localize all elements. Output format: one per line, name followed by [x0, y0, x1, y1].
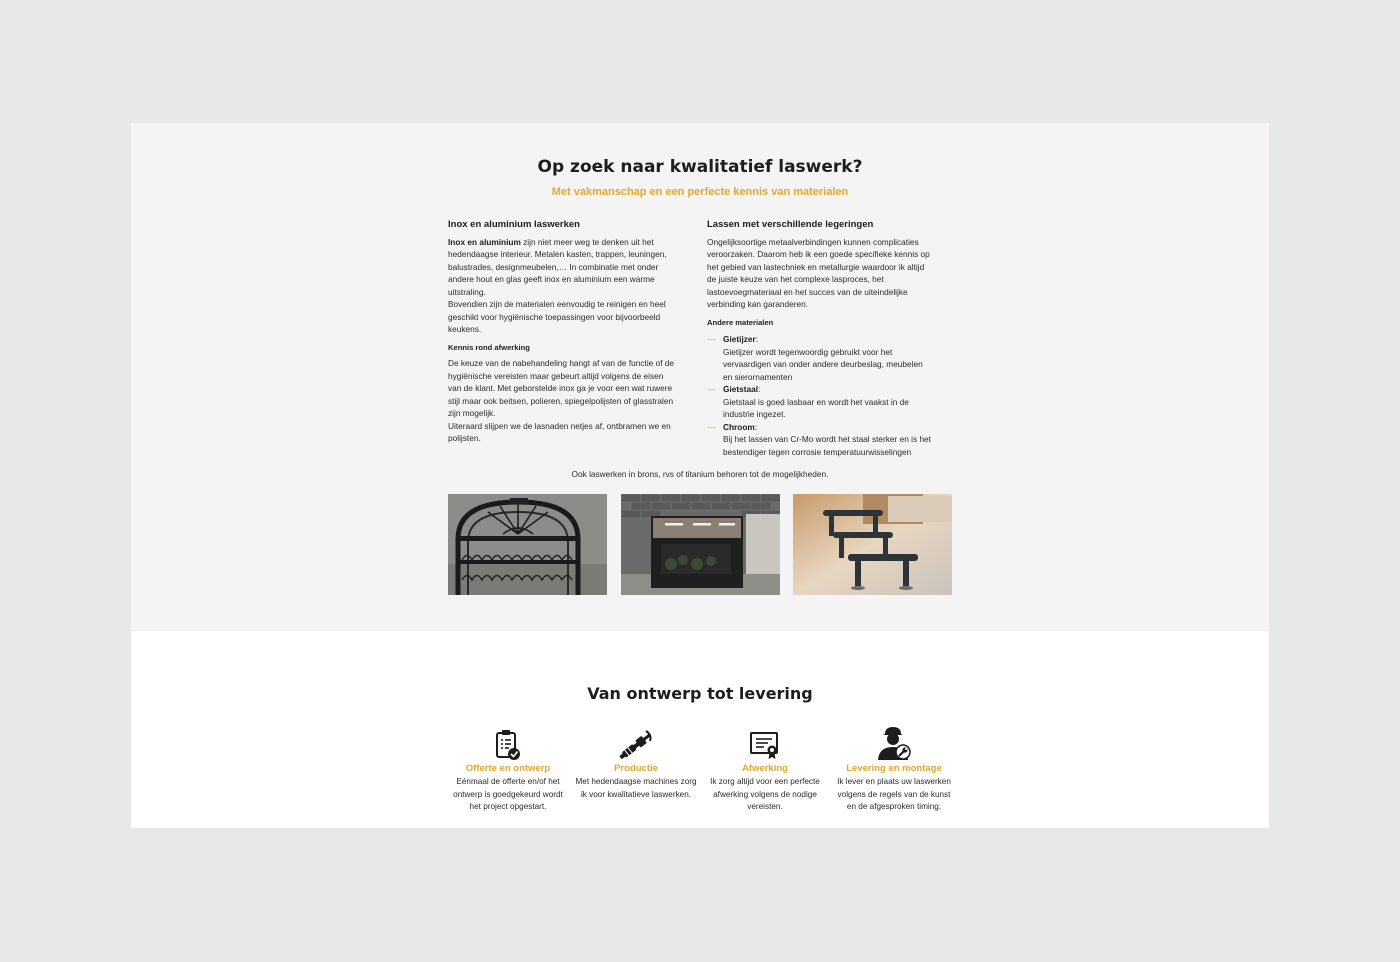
- list-item: — Gietstaal: Gietstaal is goed lasbaar en wordt het vaakst in de industrie ingezet.: [707, 384, 909, 419]
- material-text: Gietijzer wordt tegenwoordig gebruikt voor het vervaardigen van onder andere deurbeslag, meubelen en sierornamenten: [723, 346, 923, 382]
- list-item: — Chroom: Bij het lassen van Cr-Mo wordt het staal sterker en is het bestendiger tegen corrosie temperatuurwisselingen: [707, 421, 931, 457]
- page-card: [131, 123, 1269, 828]
- materials-list: [707, 333, 932, 458]
- dash-bullet: —: [707, 384, 716, 394]
- photo-handles: [793, 494, 952, 595]
- materials-note: Ook laswerken in brons, rvs of titanium behoren tot de mogelijkheden.: [571, 469, 829, 479]
- process-title: Van ontwerp tot levering: [587, 684, 813, 703]
- dash-bullet: —: [707, 334, 716, 344]
- step-title: Offerte en ontwerp: [465, 763, 551, 774]
- left-subheading: Kennis rond afwerking: [448, 342, 530, 352]
- material-text: Gietstaal is goed lasbaar en wordt het vaakst in de industrie ingezet.: [723, 396, 909, 419]
- step-text: Met hedendaagse machines zorg ik voor kwalitatieve laswerken.: [575, 777, 697, 799]
- right-column: [707, 219, 932, 458]
- material-name: Chroom: [723, 421, 755, 432]
- process-steps: [447, 723, 967, 823]
- left-intro-text: zijn niet meer weg te denken uit het hedendaagse interieur. Metalen kasten, trappen, leuningen, balustrades, designmeubelen,… In combinatie met onder andere hout en glas geeft inox en aluminium een warme uitstraling.: [448, 236, 667, 297]
- step-text: Ik zorg altijd voor een perfecte afwerking volgens de nodige vereisten.: [710, 777, 820, 811]
- left-paragraph-3: De keuze van de nabehandeling hangt af van de functie of de hygiënische vereisten maar gebeurt altijd volgens de eisen van de klant. Met geborstelde inox ga je voor een wat ruwere stijl maar ook beitsen, polieren, spiegelpolijsten of glasstralen zijn mogelijk.: [448, 358, 675, 418]
- left-paragraph-4: Uiteraard slijpen we de lasnaden netjes af, ontbramen we en polijsten.: [448, 420, 671, 443]
- step-offerte: [447, 723, 569, 814]
- right-paragraph-1: Ongelijksoortige metaalverbindingen kunnen complicaties veroorzaken. Daarom heb ik een goede specifieke kennis op het gebied van lastechniek en metallurgie waardoor ik altijd de juiste keuze van het complexe lasproces, het lastoevoegmateriaal en het succes van de uiteindelijke verbinding kan garanderen.: [707, 236, 930, 309]
- step-text: Ik lever en plaats uw laswerken volgens de regels van de kunst en de afgesproken timing.: [837, 777, 951, 811]
- left-intro-bold: Inox en aluminium: [448, 236, 521, 247]
- section-subtitle: Met vakmanschap en een perfecte kennis van materialen: [551, 186, 849, 198]
- step-text: Eénmaal de offerte en/of het ontwerp is goedgekeurd wordt het project opgestart.: [453, 777, 563, 811]
- photo-ornamental-gate: [448, 494, 607, 595]
- step-afwerking: [704, 723, 826, 814]
- left-paragraph-2: Bovendien zijn de materialen eenvoudig te reinigen en heel geschikt voor hygiënische toepassingen voor bijvoorbeeld keukens.: [448, 299, 666, 334]
- material-text: Bij het lassen van Cr-Mo wordt het staal sterker en is het bestendiger tegen corrosie temperatuurwisselingen: [723, 434, 931, 457]
- step-levering: [833, 723, 955, 814]
- certificate-icon: [704, 723, 826, 761]
- left-intro: [448, 236, 678, 299]
- left-heading: Inox en aluminium laswerken: [448, 219, 580, 230]
- right-heading: Lassen met verschillende legeringen: [707, 219, 874, 230]
- list-item: — Gietijzer: Gietijzer wordt tegenwoordig gebruikt voor het vervaardigen van onder andere deurbeslag, meubelen en sierornamenten: [707, 334, 923, 382]
- material-name: Gietijzer: [723, 334, 756, 344]
- materials-section: [131, 123, 1269, 631]
- step-title: Levering en montage: [846, 763, 942, 774]
- step-productie: [575, 723, 697, 801]
- clipboard-check-icon: [447, 723, 569, 761]
- step-title: Afwerking: [742, 763, 788, 774]
- worker-wrench-icon: [833, 723, 955, 761]
- section-title: Op zoek naar kwalitatief laswerk?: [537, 157, 863, 177]
- dash-bullet: —: [707, 421, 716, 432]
- left-column: [448, 219, 678, 445]
- welding-torch-icon: [575, 723, 697, 761]
- material-name: Gietstaal: [723, 384, 759, 394]
- right-subheading: Andere materialen: [707, 317, 774, 327]
- step-title: Productie: [614, 763, 658, 774]
- photo-mailbox: [621, 494, 780, 595]
